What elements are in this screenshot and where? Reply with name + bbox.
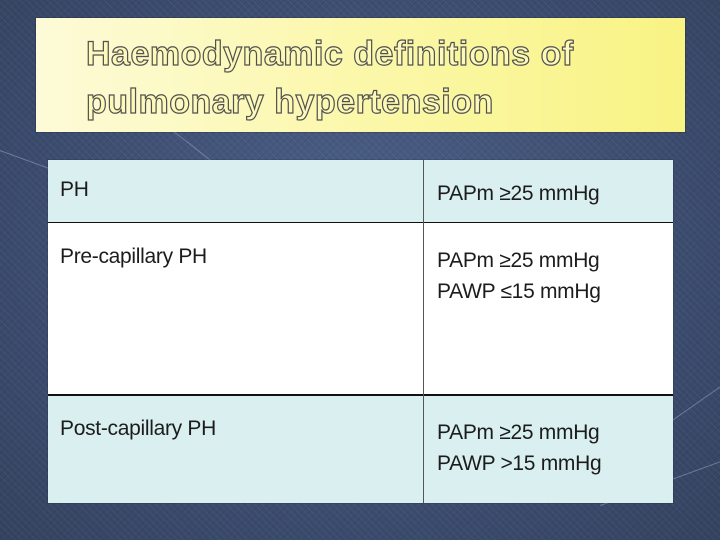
term-cell bbox=[48, 395, 423, 503]
table-row bbox=[48, 395, 673, 503]
slide-title-line-1: Haemodynamic definitions of bbox=[86, 35, 574, 73]
term-cell bbox=[48, 223, 423, 394]
criterion-text: PAWP ≤15 mmHg bbox=[437, 280, 601, 303]
criterion-text: PAWP >15 mmHg bbox=[437, 452, 602, 475]
criterion-text: PAPm ≥25 mmHg bbox=[437, 182, 600, 205]
table-row bbox=[48, 160, 673, 223]
term-label: Post-capillary PH bbox=[60, 417, 216, 440]
term-label: Pre-capillary PH bbox=[60, 245, 207, 268]
criteria-cell bbox=[423, 395, 673, 503]
criteria-cell bbox=[423, 223, 673, 394]
column-divider bbox=[423, 160, 424, 503]
definitions-table bbox=[48, 160, 673, 503]
criterion-text: PAPm ≥25 mmHg bbox=[437, 421, 600, 444]
term-label: PH bbox=[60, 178, 89, 201]
title-box bbox=[36, 18, 685, 132]
criteria-cell bbox=[423, 160, 673, 223]
table-row bbox=[48, 223, 673, 394]
slide-title bbox=[86, 30, 574, 126]
term-cell bbox=[48, 160, 423, 223]
slide-title-line-2: pulmonary hypertension bbox=[86, 83, 494, 121]
criterion-text: PAPm ≥25 mmHg bbox=[437, 249, 600, 272]
decorative-line bbox=[672, 380, 720, 421]
